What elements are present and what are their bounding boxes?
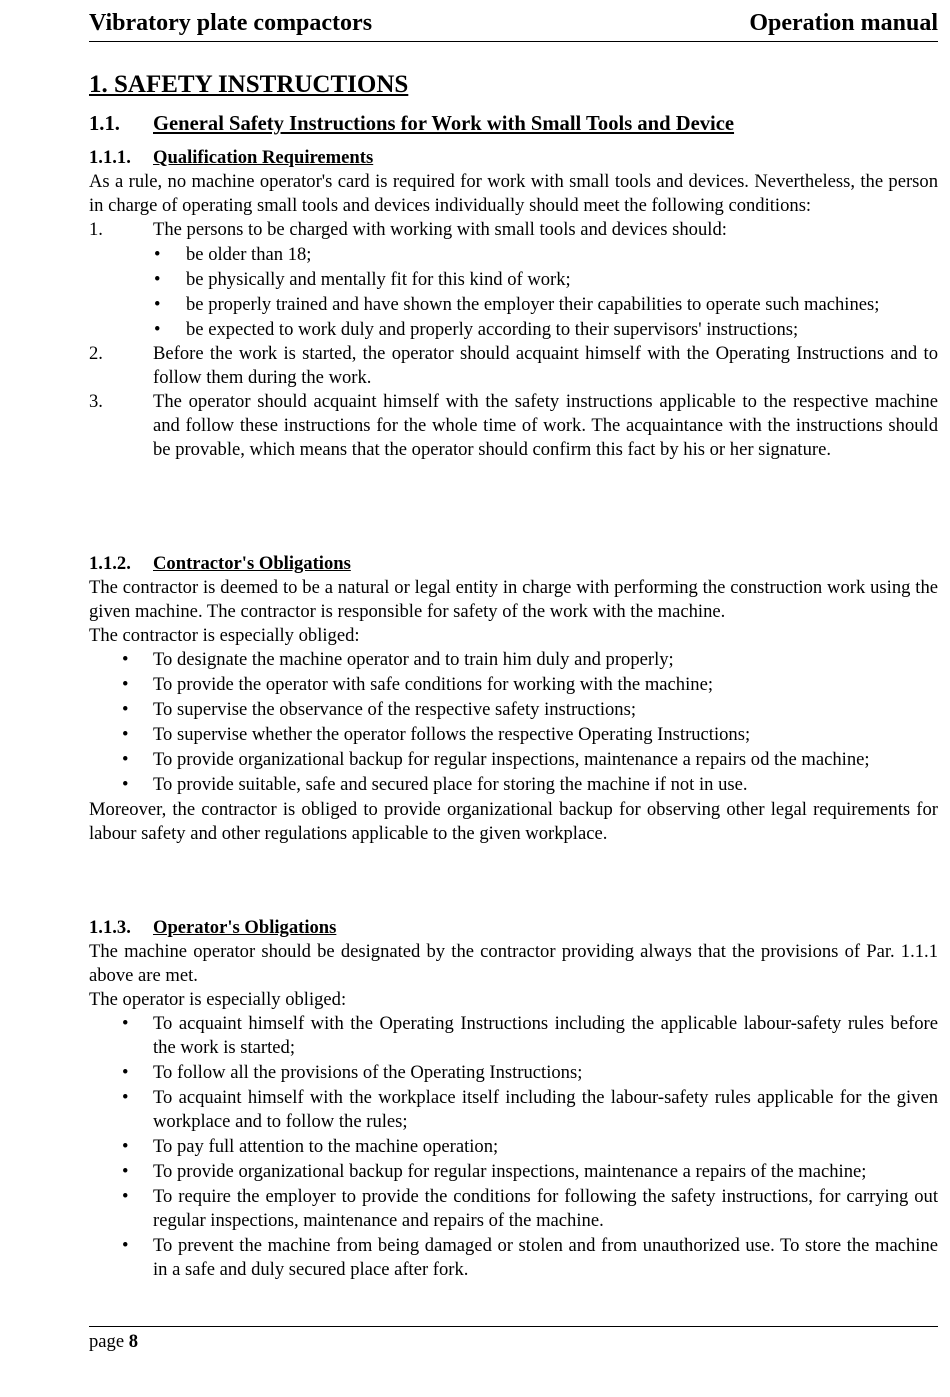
subsection-title: Qualification Requirements bbox=[153, 147, 374, 168]
page-label: page bbox=[89, 1331, 125, 1352]
spacer bbox=[89, 462, 938, 552]
list-item: • To acquaint himself with the workplace itself including the labour-safety rules applicable for the given workplace and to follow the rules; bbox=[89, 1086, 938, 1134]
numbered-item bbox=[89, 218, 938, 242]
paragraph: The operator is especially obliged: bbox=[89, 989, 347, 1010]
contractor-obligations-list bbox=[89, 648, 938, 797]
paragraph: Moreover, the contractor is obliged to provide organizational backup for observing other legal requirements for labour safety and other regulations applicable to the given workplace. bbox=[89, 799, 938, 844]
paragraph: The contractor is deemed to be a natural or legal entity in charge with performing the construction work using the given machine. The contractor is responsible for safety of the work with the machine. bbox=[89, 577, 938, 622]
chapter-heading: 1. SAFETY INSTRUCTIONS bbox=[89, 71, 409, 98]
section-heading-1-1 bbox=[89, 110, 938, 138]
subsection-number: 1.1.1. bbox=[89, 147, 131, 168]
item-text: Before the work is started, the operator should acquaint himself with the Operating Instructions and to follow them during the work. bbox=[153, 343, 938, 388]
subsection-heading-1-1-1 bbox=[89, 146, 938, 170]
list-item: • To provide the operator with safe conditions for working with the machine; bbox=[89, 673, 938, 697]
item-text: The operator should acquaint himself with the safety instructions applicable to the respective machine and follow these instructions for the whole time of work. The acquaintance with the instructions should be provable, which means that the operator should confirm this fact by his or her signature. bbox=[153, 391, 938, 460]
page-content bbox=[89, 68, 938, 1283]
page-footer bbox=[89, 1326, 938, 1353]
subsection-heading-1-1-2 bbox=[89, 552, 938, 576]
list-item: • be expected to work duly and properly according to their supervisors' instructions; bbox=[89, 317, 938, 342]
list-item: • be physically and mentally fit for this kind of work; bbox=[89, 267, 938, 292]
requirements-list bbox=[89, 242, 938, 342]
item-number: 3. bbox=[89, 391, 103, 412]
subsection-number: 1.1.2. bbox=[89, 553, 131, 574]
page-header bbox=[89, 8, 938, 42]
list-item: • To supervise whether the operator follows the respective Operating Instructions; bbox=[89, 723, 938, 747]
header-manual-label: Operation manual bbox=[749, 10, 938, 36]
paragraph: The machine operator should be designated by the contractor providing always that the provisions of Par. 1.1.1 above are met. bbox=[89, 941, 938, 986]
list-item: • be older than 18; bbox=[89, 242, 938, 267]
page-number: 8 bbox=[128, 1331, 139, 1352]
numbered-item bbox=[89, 342, 938, 390]
paragraph: The contractor is especially obliged: bbox=[89, 625, 360, 646]
list-item: • To require the employer to provide the conditions for following the safety instructions, for carrying out regular inspections, maintenance and repairs of the machine. bbox=[89, 1185, 938, 1233]
list-item: • To provide organizational backup for regular inspections, maintenance a repairs of the machine; bbox=[89, 1160, 938, 1184]
list-item: • be properly trained and have shown the employer their capabilities to operate such machines; bbox=[89, 292, 938, 317]
list-item: • To designate the machine operator and to train him duly and properly; bbox=[89, 648, 938, 672]
section-number: 1.1. bbox=[89, 113, 120, 135]
list-item: • To prevent the machine from being damaged or stolen and from unauthorized use. To store the machine in a safe and duly secured place after fork. bbox=[89, 1234, 938, 1282]
paragraph: As a rule, no machine operator's card is required for work with small tools and devices. Nevertheless, the person in charge of operating small tools and devices individually should meet the following conditions: bbox=[89, 171, 938, 216]
list-item: • To pay full attention to the machine operation; bbox=[89, 1135, 938, 1159]
operator-obligations-list bbox=[89, 1012, 938, 1282]
list-item: • To provide suitable, safe and secured place for storing the machine if not in use. bbox=[89, 773, 938, 797]
item-number: 2. bbox=[89, 343, 103, 364]
list-item: • To supervise the observance of the respective safety instructions; bbox=[89, 698, 938, 722]
subsection-title: Operator's Obligations bbox=[153, 917, 337, 938]
item-text: The persons to be charged with working with small tools and devices should: bbox=[153, 219, 727, 240]
list-item: • To provide organizational backup for regular inspections, maintenance a repairs od the machine; bbox=[89, 748, 938, 772]
item-number: 1. bbox=[89, 219, 103, 240]
numbered-item bbox=[89, 390, 938, 462]
subsection-title: Contractor's Obligations bbox=[153, 553, 351, 574]
list-item: • To follow all the provisions of the Operating Instructions; bbox=[89, 1061, 938, 1085]
list-item: • To acquaint himself with the Operating Instructions including the applicable labour-safety rules before the work is started; bbox=[89, 1012, 938, 1060]
subsection-heading-1-1-3 bbox=[89, 916, 938, 940]
subsection-number: 1.1.3. bbox=[89, 917, 131, 938]
header-title: Vibratory plate compactors bbox=[89, 10, 373, 36]
section-title: General Safety Instructions for Work with Small Tools and Device bbox=[153, 113, 735, 135]
spacer bbox=[89, 846, 938, 916]
